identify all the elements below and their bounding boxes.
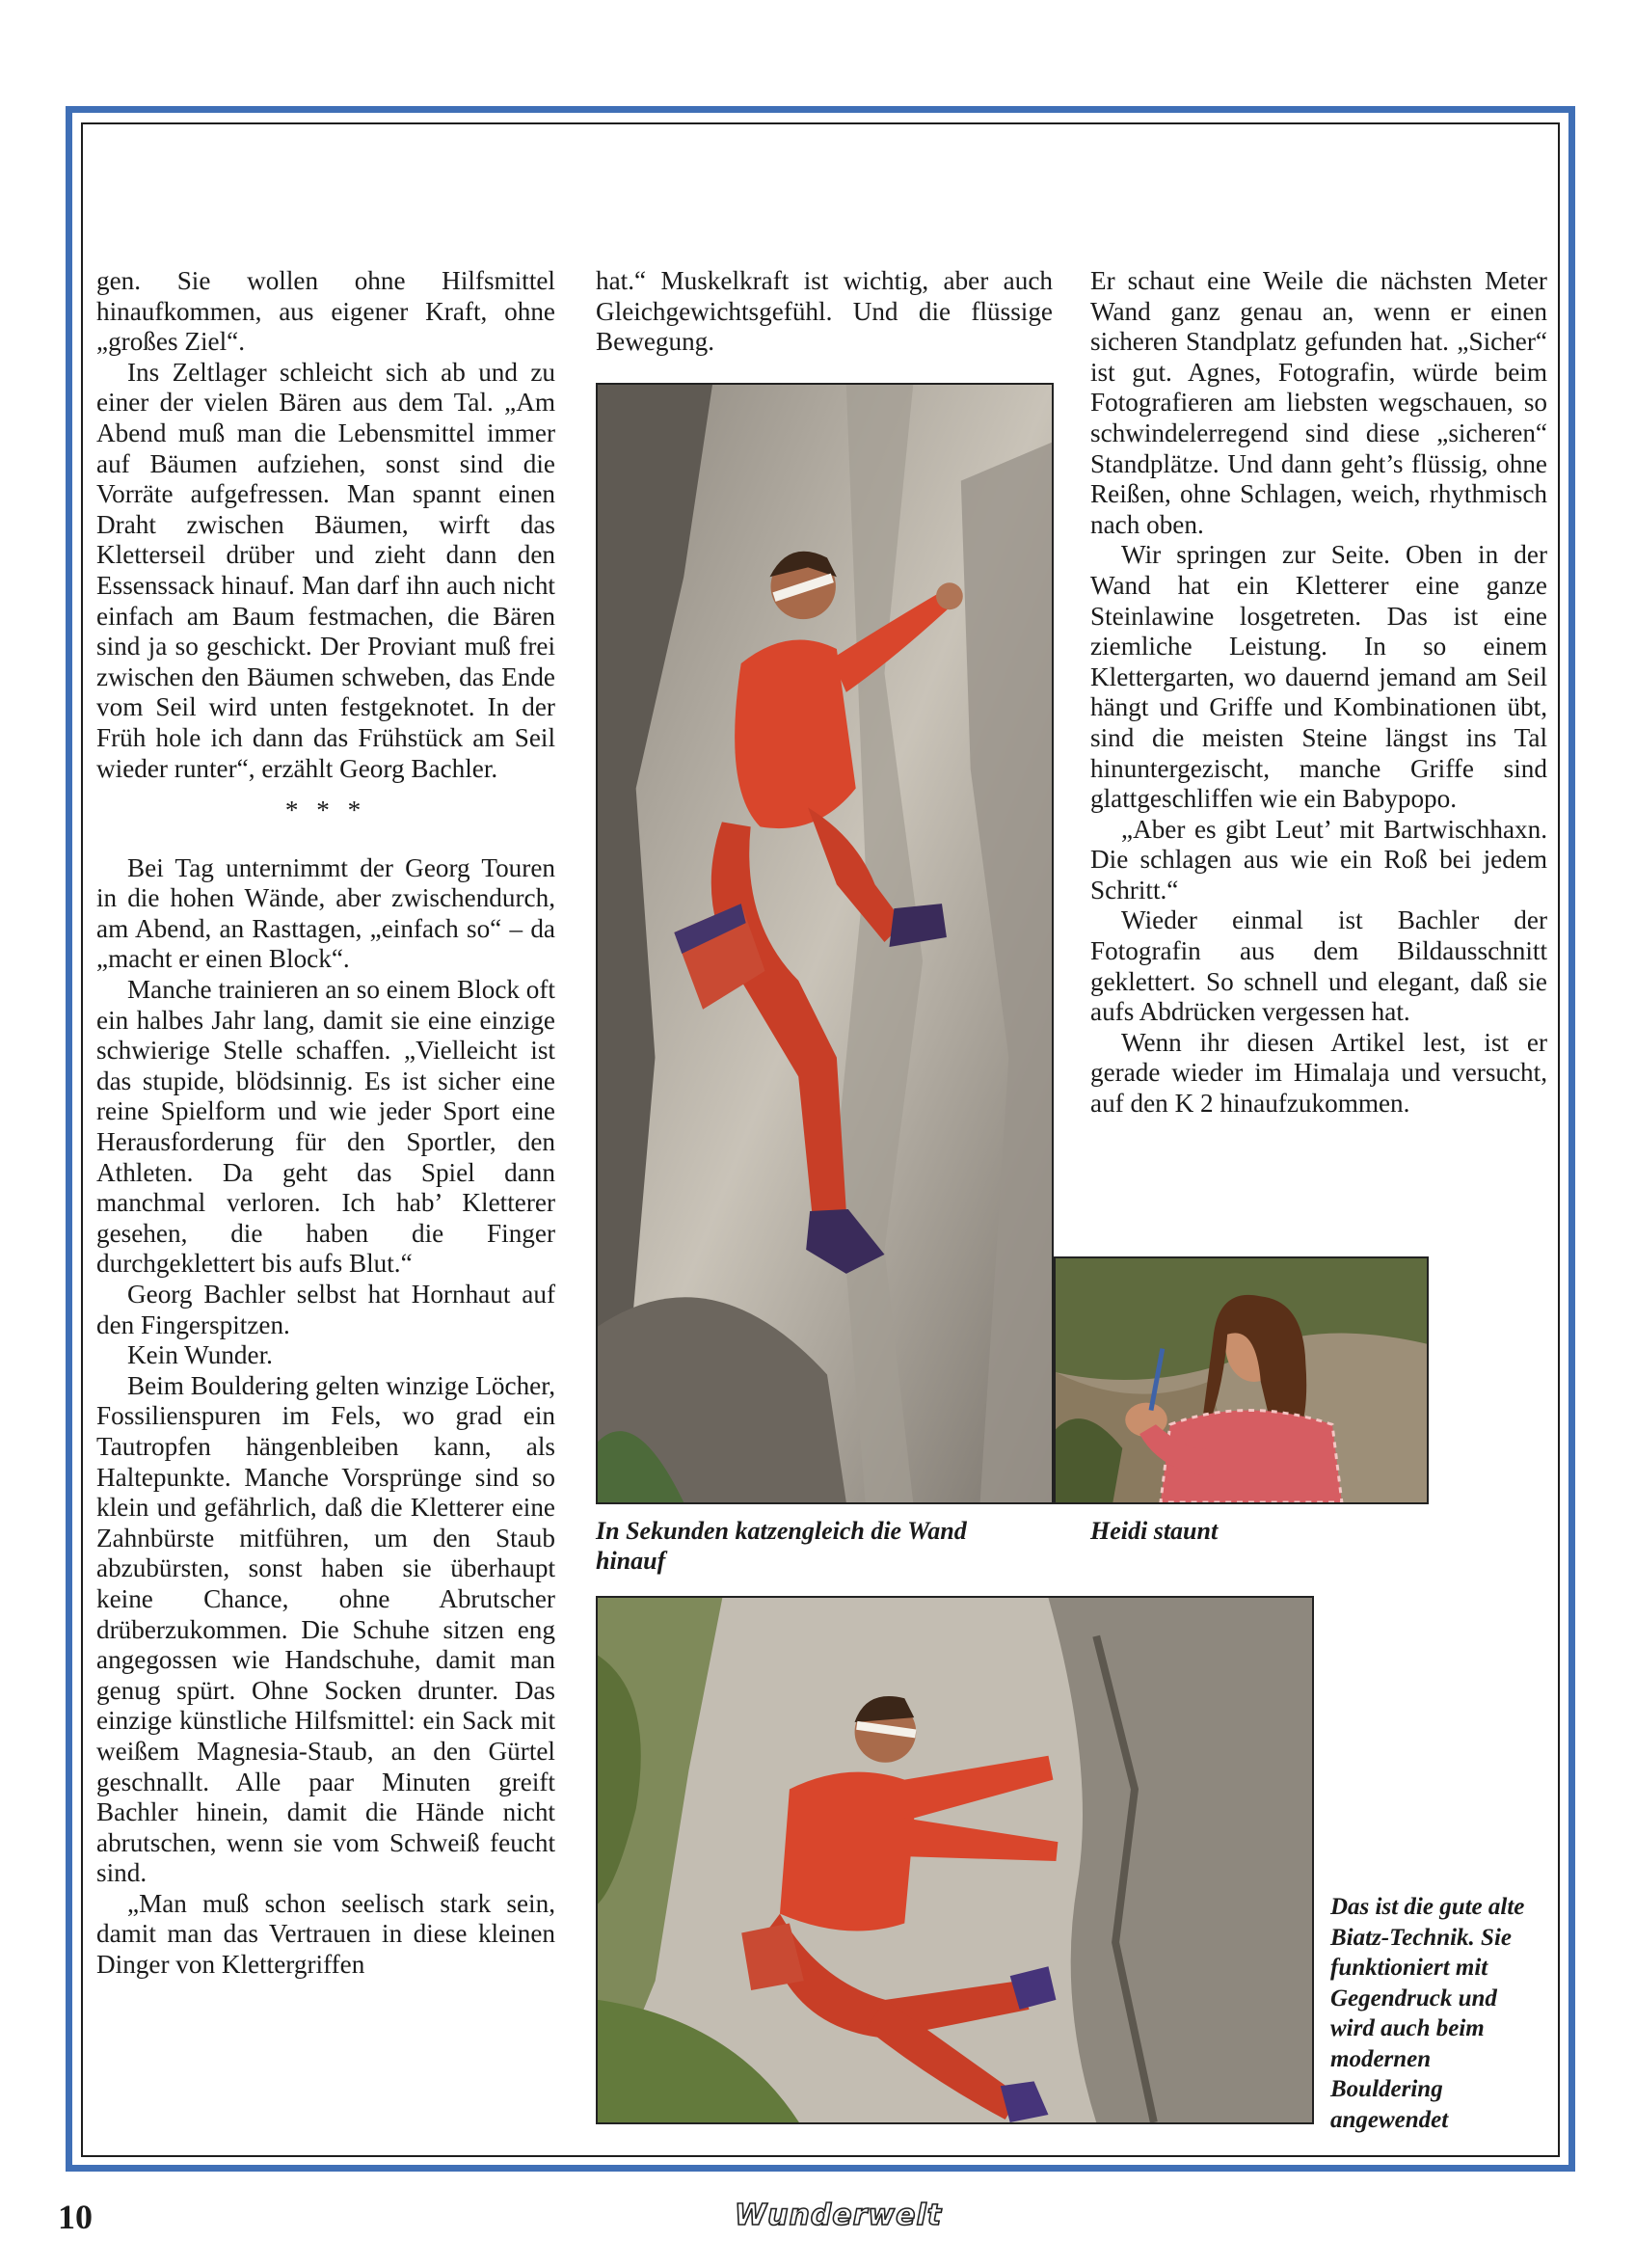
paragraph: „Aber es gibt Leut’ mit Bartwischhaxn. Die schlagen aus wie ein Roß bei jedem Schritt.“ <box>1090 814 1547 904</box>
paragraph: Bei Tag unternimmt der Georg Touren in die hohen Wände, aber zwischendurch, am Abend, an Rasttagen, „einfach so“ – da „macht er einen Block“. <box>96 852 555 974</box>
caption-climber: In Sekunden katzengleich die Wand hinauf <box>596 1517 967 1575</box>
page-number: 10 <box>58 2198 93 2236</box>
paragraph: Georg Bachler selbst hat Hornhaut auf den Fingerspitzen. <box>96 1280 555 1339</box>
caption-heidi: Heidi staunt <box>1090 1517 1219 1545</box>
bouldering-illustration <box>598 1598 1312 2122</box>
paragraph: Wir springen zur Seite. Oben in der Wand hat ein Kletterer eine ganze Steinlawine losgetreten. Das ist eine ziemliche Leistung. In so einem Klettergarten, wo dauernd jemand am Seil hängt und Griffe und Kombinationen übt, sind die meisten Steine längst ins Tal hinuntergezischt, manche Griffe sind glattgeschliffen wie ein Babypopo. <box>1090 540 1547 814</box>
heidi-photo <box>1054 1256 1429 1504</box>
paragraph: Beim Bouldering gelten winzige Löcher, Fossilienspuren im Fels, wo grad ein Tautropfen hängenbleiben kann, als Haltepunkte. Manche Vorsprünge sind so klein und gefährlich, daß die Kletterer eine Zahnbürste mitführen, um den Staub abzubürsten, sonst haben sie überhaupt keine Chance, ohne Abrutscher drüberzukommen. Die Schuhe sitzen eng angegossen wie Handschuhe, damit man genug spürt. Ohne Socken drunter. Das einzige künstliche Hilfsmittel: ein Sack mit weißem Magnesia-Staub, an den Gürtel geschnallt. Alle paar Minuten greift Bachler hinein, damit die Hände nicht abrutschen, wenn sie vom Schweiß feucht sind. <box>96 1370 555 1888</box>
magazine-logo: Wunderwelt <box>735 2199 943 2232</box>
article-column-1 <box>96 266 555 1981</box>
bouldering-photo <box>596 1596 1314 2124</box>
article-column-2 <box>596 266 1053 358</box>
paragraph: Er schaut eine Weile die nächsten Meter Wand ganz genau an, wenn er einen sicheren Standplatz gefunden hat. „Sicher“ ist gut. Agnes, Fotografin, würde beim Fotografieren am liebsten wegschauen, so schwindelerregend sind diese „sicheren“ Standplätze. Und dann geht’s flüssig, ohne Reißen, ohne Schlagen, weich, rhythmisch nach oben. <box>1090 266 1547 539</box>
heidi-illustration <box>1056 1258 1427 1502</box>
paragraph: Kein Wunder. <box>127 1340 273 1370</box>
paragraph: Ins Zeltlager schleicht sich ab und zu einer der vielen Bären aus dem Tal. „Am Abend muß man die Lebensmittel immer auf Bäumen aufziehen, sonst sind die Vorräte aufgefressen. Man spannt einen Draht zwischen Bäumen, wirft das Kletterseil drüber und zieht dann den Essenssack hinauf. Man darf ihn auch nicht einfach am Baum festmachen, die Bären sind ja so geschickt. Der Proviant muß frei zwischen den Bäumen schweben, das Ende vom Seil wird unten festgeknotet. In der Früh hole ich dann das Frühstück am Seil wieder runter“, erzählt Georg Bachler. <box>96 357 555 783</box>
paragraph: gen. Sie wollen ohne Hilfsmittel hinaufkommen, aus eigener Kraft, ohne „großes Ziel“. <box>96 266 555 357</box>
paragraph: hat.“ Muskelkraft ist wichtig, aber auch Gleichgewichtsgefühl. Und die flüssige Bewegung. <box>596 266 1053 357</box>
article-column-3 <box>1090 266 1547 1120</box>
paragraph: Wenn ihr diesen Artikel lest, ist er gerade wieder im Himalaja und versucht, auf den K 2 hinaufzukommen. <box>1090 1027 1547 1119</box>
paragraph: Manche trainieren an so einem Block oft ein halbes Jahr lang, damit sie eine einzige schwierige Stelle schaffen. „Vielleicht ist das stupide, blödsinnig. Es ist sicher eine reine Spielform und wie jeder Sport eine Herausforderung für den Sportler, den Athleten. Da geht das Spiel dann manchmal verloren. Ich hab’ Kletterer gesehen, die haben die Finger durchgeklettert bis aufs Blut.“ <box>96 975 555 1279</box>
caption-bouldering: Das ist die gute alte Biatz-Technik. Sie funktioniert mit Gegendruck und wird auch beim modernen Bouldering angewendet <box>1330 1894 1525 2133</box>
climber-illustration <box>598 385 1052 1502</box>
section-divider: * * * <box>284 796 367 825</box>
climber-photo <box>596 383 1054 1504</box>
paragraph: „Man muß schon seelisch stark sein, damit man das Vertrauen in diese kleinen Dinger von Klettergriffen <box>96 1888 555 1980</box>
paragraph: Wieder einmal ist Bachler der Fotografin aus dem Bildausschnitt geklettert. So schnell und elegant, daß sie aufs Abdrücken vergessen hat. <box>1090 905 1547 1027</box>
